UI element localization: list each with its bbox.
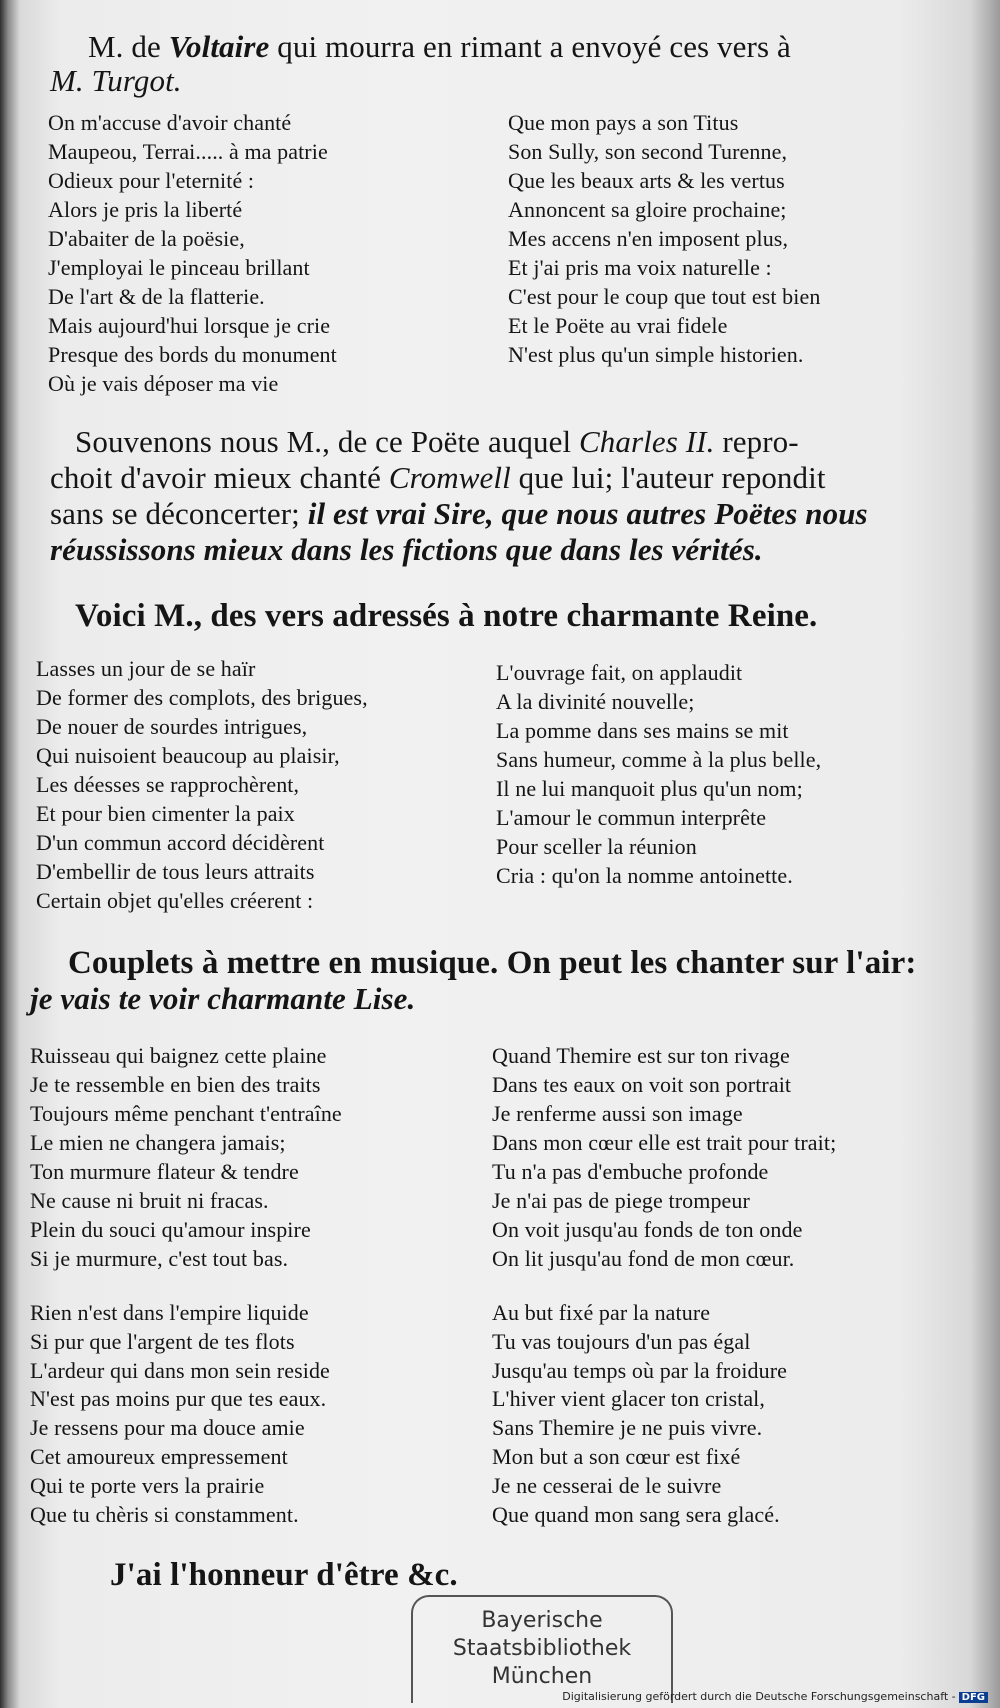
anecdote-line-3: [50, 497, 868, 531]
verse-line: De l'art & de la flatterie.: [48, 284, 265, 309]
verse-line: Je n'ai pas de piege trompeur: [492, 1188, 750, 1213]
verse-line: Si pur que l'argent de tes flots: [30, 1328, 295, 1354]
anecdote-line-2: [50, 461, 826, 495]
verse-line: Mon but a son cœur est fixé: [492, 1444, 741, 1469]
verse-line: Et pour bien cimenter la paix: [36, 801, 295, 826]
verse-line: Toujours même penchant t'entraîne: [30, 1101, 342, 1126]
verse-line: Ruisseau qui baignez cette plaine: [30, 1043, 327, 1068]
verse-line: Jusqu'au temps où par la froidure: [492, 1357, 788, 1383]
verse-line: A la divinité nouvelle;: [496, 689, 695, 714]
anecdote-line-1: [75, 425, 799, 459]
couplets-air-name: je vais te voir charmante Lise.: [30, 981, 416, 1016]
footer-text: Digitalisierung gefördert durch die Deutsche Forschungsgemeinschaft -: [562, 1690, 956, 1703]
top-edge-shadow: [0, 0, 1000, 12]
verse-line: L'amour le commun interprête: [496, 805, 767, 830]
verse-line: Mais aujourd'hui lorsque je crie: [48, 313, 331, 338]
verse-line: Rien n'est dans l'empire liquide: [30, 1300, 309, 1325]
verse-line: Je ressens pour ma douce amie: [30, 1415, 305, 1441]
verse-line: D'abaiter de la poësie,: [48, 226, 245, 251]
verse-line: Les déesses se rapprochèrent,: [36, 772, 300, 797]
intro-text-rest: qui mourra en rimant a envoyé ces vers à: [269, 29, 791, 64]
library-stamp: [411, 1595, 673, 1703]
verse-line: J'employai le pinceau brillant: [48, 255, 310, 280]
verse-line: Tu vas toujours d'un pas égal: [492, 1328, 751, 1354]
verse-line: Lasses un jour de se haïr: [36, 656, 256, 681]
verse-line: On voit jusqu'au fonds de ton onde: [492, 1217, 803, 1242]
verse-line: Ton murmure flateur & tendre: [30, 1159, 299, 1184]
verse-line: L'ouvrage fait, on applaudit: [496, 660, 743, 685]
verse-line: Je ne cesserai de le suivre: [492, 1472, 722, 1498]
verse-line: Si je murmure, c'est tout bas.: [30, 1246, 289, 1271]
verse-line: L'ardeur qui dans mon sein reside: [30, 1357, 330, 1383]
verse-line: Je te ressemble en bien des traits: [30, 1072, 321, 1097]
verse-line: On lit jusqu'au fond de mon cœur.: [492, 1246, 795, 1271]
verse-line: De nouer de sourdes intrigues,: [36, 714, 308, 739]
verse-line: Dans tes eaux on voit son portrait: [492, 1072, 792, 1097]
verse-line: Que les beaux arts & les vertus: [508, 168, 785, 193]
verse-line: Tu n'a pas d'embuche profonde: [492, 1159, 769, 1184]
quote-text: il est vrai Sire, que nous autres Poëtes nous: [307, 496, 868, 531]
verse-line: Cria : qu'on la nomme antoinette.: [496, 863, 793, 888]
verse-line: La pomme dans ses mains se mit: [496, 718, 789, 743]
verse-line: Odieux pour l'eternité :: [48, 168, 255, 193]
verse-line: De former des complots, des brigues,: [36, 685, 368, 710]
verse-line: Maupeou, Terrai..... à ma patrie: [48, 139, 328, 164]
verse-line: Sans humeur, comme à la plus belle,: [496, 747, 822, 772]
couplets-heading: Couplets à mettre en musique. On peut les chanter sur l'air:: [68, 945, 917, 981]
verse-line: Certain objet qu'elles créerent :: [36, 888, 314, 913]
king-name: Charles II.: [579, 424, 715, 459]
cromwell-name: Cromwell: [388, 460, 511, 495]
verse-line: D'embellir de tous leurs attraits: [36, 859, 315, 884]
verse-line: Son Sully, son second Turenne,: [508, 139, 788, 164]
stamp-line-3: München: [491, 1664, 593, 1689]
verse-line: Ne cause ni bruit ni fracas.: [30, 1188, 269, 1213]
verse-line: Et le Poëte au vrai fidele: [508, 313, 728, 338]
closing-salutation: J'ai l'honneur d'être &c.: [110, 1557, 458, 1593]
anecdote-line-4: réussissons mieux dans les fictions que dans les vérités.: [50, 532, 763, 567]
verse-line: Cet amoureux empressement: [30, 1444, 288, 1469]
verse-line: Qui nuisoient beaucoup au plaisir,: [36, 743, 340, 768]
verse-line: Pour sceller la réunion: [496, 834, 697, 859]
anecdote-text: sans se déconcerter;: [50, 496, 308, 531]
verse-line: N'est plus qu'un simple historien.: [508, 342, 804, 367]
verse-line: D'un commun accord décidèrent: [36, 830, 325, 855]
verse-line: Sans Themire je ne puis vivre.: [492, 1415, 763, 1441]
voltaire-intro-line-1: [88, 30, 791, 64]
verse-line: Que mon pays a son Titus: [508, 110, 739, 135]
stamp-line-1: Bayerische: [481, 1608, 603, 1633]
verse-line: Où je vais déposer ma vie: [48, 371, 279, 396]
verse-line: Mes accens n'en imposent plus,: [508, 226, 789, 251]
anecdote-text: Souvenons nous M., de ce Poëte auquel: [75, 424, 580, 459]
verse-line: Annoncent sa gloire prochaine;: [508, 197, 787, 222]
verse-line: Et j'ai pris ma voix naturelle :: [508, 255, 772, 280]
dfg-logo: DFG: [959, 1692, 988, 1703]
digitization-footer: [562, 1690, 988, 1703]
verse-line: Que quand mon sang sera glacé.: [492, 1501, 780, 1527]
verse-line: Dans mon cœur elle est trait pour trait;: [492, 1130, 837, 1155]
queen-verses-heading: Voici M., des vers adressés à notre charmante Reine.: [75, 598, 818, 634]
verse-line: Que tu chèris si constamment.: [30, 1501, 299, 1527]
verse-line: Plein du souci qu'amour inspire: [30, 1217, 311, 1242]
voltaire-intro-line-2: M. Turgot.: [50, 63, 182, 98]
verse-line: C'est pour le coup que tout est bien: [508, 284, 821, 309]
verse-line: Alors je pris la liberté: [48, 197, 243, 222]
voltaire-name: Voltaire: [168, 29, 270, 64]
verse-line: On m'accuse d'avoir chanté: [48, 110, 292, 135]
verse-line: Il ne lui manquoit plus qu'un nom;: [496, 776, 803, 801]
verse-line: Au but fixé par la nature: [492, 1300, 711, 1325]
stamp-line-2: Staatsbibliothek: [452, 1636, 632, 1661]
verse-line: Presque des bords du monument: [48, 342, 337, 367]
verse-line: Le mien ne changera jamais;: [30, 1130, 286, 1155]
intro-text: M. de: [88, 29, 169, 64]
verse-line: L'hiver vient glacer ton cristal,: [492, 1386, 765, 1412]
verse-line: Je renferme aussi son image: [492, 1101, 743, 1126]
verse-line: Quand Themire est sur ton rivage: [492, 1043, 790, 1068]
verse-line: N'est pas moins pur que tes eaux.: [30, 1386, 327, 1412]
anecdote-text-rest: repro-: [714, 424, 799, 459]
anecdote-text-rest: que lui; l'auteur repondit: [510, 460, 826, 495]
verse-line: Qui te porte vers la prairie: [30, 1472, 265, 1498]
anecdote-text: choit d'avoir mieux chanté: [50, 460, 389, 495]
